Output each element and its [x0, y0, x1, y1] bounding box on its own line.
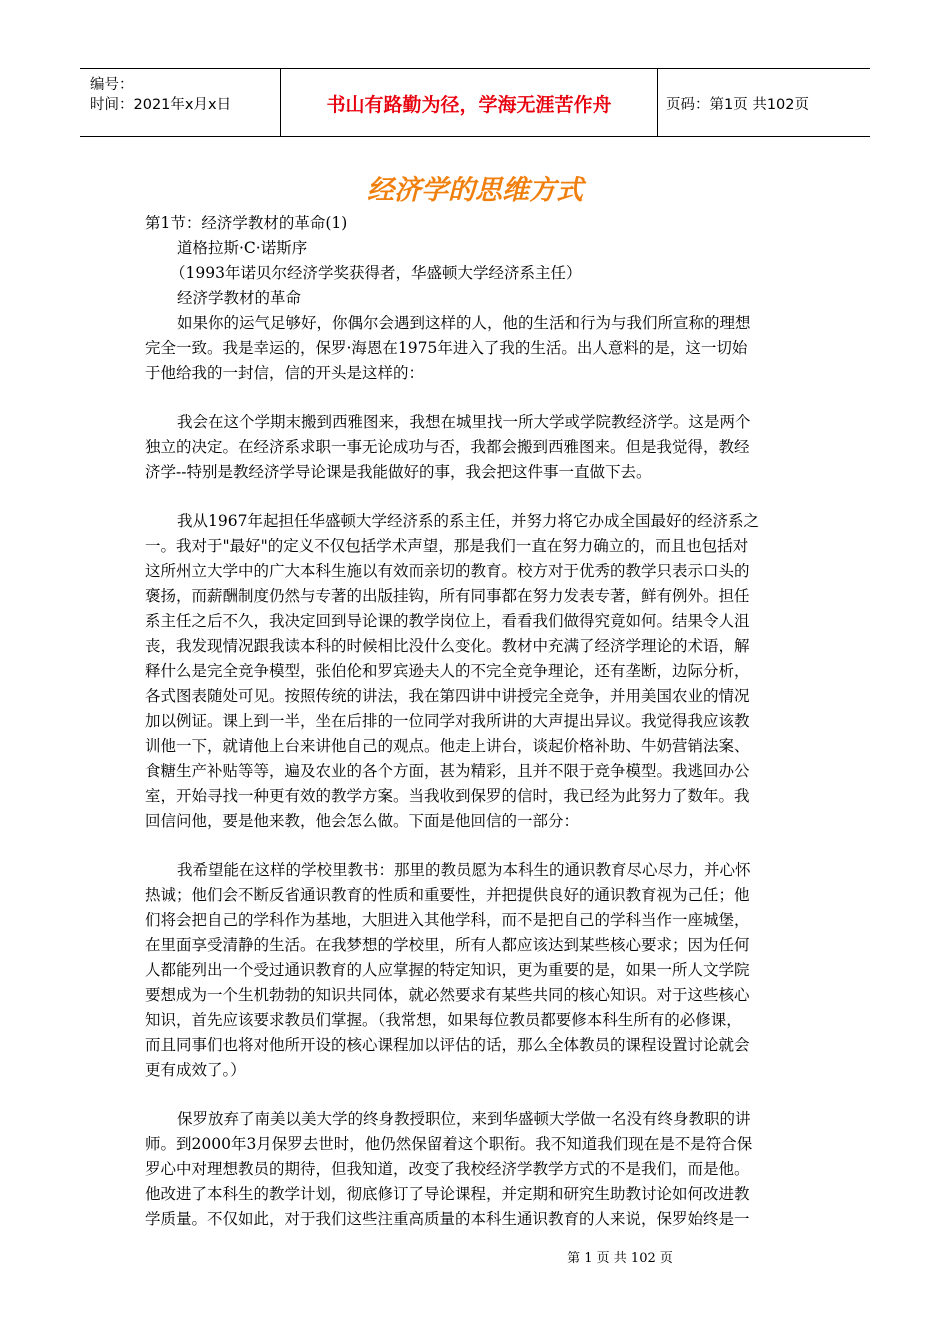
quote-line: 济学--特别是教经济学导论课是我能做好的事，我会把这件事一直做下去。: [145, 463, 652, 481]
paragraph-line: 系主任之后不久，我决定回到导论课的教学岗位上，看看我们做得究竟如何。结果令人沮: [145, 612, 750, 630]
quote-line: 知识，首先应该要求教员们掌握。（我常想，如果每位教员都要修本科生所有的必修课，: [145, 1011, 742, 1029]
section-heading: 第1节：经济学教材的革命(1): [145, 214, 348, 232]
header-bottom-border: [80, 136, 870, 137]
quote-line: 要想成为一个生机勃勃的知识共同体，就必然要求有某些共同的核心知识。对于这些核心: [145, 986, 750, 1004]
paragraph-line: 我从1967年起担任华盛顿大学经济系的系主任，并努力将它办成全国最好的经济系之: [177, 512, 759, 530]
header-page-info: 页码：第1页 共102页: [666, 97, 810, 113]
paragraph-line: 完全一致。我是幸运的，保罗·海恩在1975年进入了我的生活。出人意料的是，这一切始: [145, 339, 748, 357]
paragraph-line: 丧，我发现情况跟我读本科的时候相比没什么变化。教材中充满了经济学理论的术语，解: [145, 637, 750, 655]
header-divider-right: [657, 68, 658, 136]
paragraph-line: 加以例证。课上到一半，坐在后排的一位同学对我所讲的大声提出异议。我觉得我应该教: [145, 712, 750, 730]
quote-line: 我希望能在这样的学校里教书：那里的教员愿为本科生的通识教育尽心尽力，并心怀: [177, 861, 751, 879]
author-credentials: （1993年诺贝尔经济学奖获得者，华盛顿大学经济系主任）: [170, 264, 582, 282]
paragraph-line: 褒扬，而薪酬制度仍然与专著的出版挂钩，所有同事都在努力发表专著，鲜有例外。担任: [145, 587, 750, 605]
header-divider-left: [280, 68, 281, 136]
document-title: 经济学的思维方式: [367, 175, 583, 206]
paragraph-line: 释什么是完全竞争模型，张伯伦和罗宾逊夫人的不完全竞争理论，还有垄断，边际分析，: [145, 662, 750, 680]
paragraph-line: 各式图表随处可见。按照传统的讲法，我在第四讲中讲授完全竞争，并用美国农业的情况: [145, 687, 750, 705]
paragraph-line: 一。我对于"最好"的定义不仅包括学术声望，那是我们一直在努力确立的，而且也包括对: [145, 537, 749, 555]
header-top-border: [80, 68, 870, 69]
paragraph-line: 他改进了本科生的教学计划，彻底修订了导论课程，并定期和研究生助教讨论如何改进教: [145, 1185, 750, 1203]
header-number-label: 编号：: [90, 77, 134, 93]
paragraph-line: 这所州立大学中的广大本科生施以有效而亲切的教育。校方对于优秀的教学只表示口头的: [145, 562, 750, 580]
paragraph-line: 罗心中对理想教员的期待，但我知道，改变了我校经济学教学方式的不是我们，而是他。: [145, 1160, 750, 1178]
paragraph-line: 回信问他，要是他来教，他会怎么做。下面是他回信的一部分：: [145, 812, 580, 830]
quote-line: 在里面享受清静的生活。在我梦想的学校里，所有人都应该达到某些核心要求；因为任何: [145, 936, 750, 954]
header-date-label: 时间：2021年x月x日: [90, 97, 232, 113]
paragraph-line: 室，开始寻找一种更有效的教学方案。当我收到保罗的信时，我已经为此努力了数年。我: [145, 787, 750, 805]
quote-line: 我会在这个学期末搬到西雅图来，我想在城里找一所大学或学院教经济学。这是两个: [177, 413, 751, 431]
paragraph-line: 保罗放弃了南美以美大学的终身教授职位，来到华盛顿大学做一名没有终身教职的讲: [177, 1110, 751, 1128]
paragraph-line: 师。到2000年3月保罗去世时，他仍然保留着这个职衔。我不知道我们现在是不是符合保: [145, 1135, 753, 1153]
paragraph-line: 食糖生产补贴等等，遍及农业的各个方面，甚为精彩，且并不限于竞争模型。我逃回办公: [145, 762, 750, 780]
page-footer: 第 1 页 共 102 页: [567, 1251, 673, 1266]
preface-author: 道格拉斯·C·诺斯序: [177, 239, 308, 257]
subsection-title: 经济学教材的革命: [177, 289, 302, 307]
quote-line: 更有成效了。）: [145, 1061, 246, 1079]
header-motto: 书山有路勤为径，学海无涯苦作舟: [326, 94, 612, 116]
paragraph-line: 如果你的运气足够好，你偶尔会遇到这样的人，他的生活和行为与我们所宣称的理想: [177, 314, 751, 332]
quote-line: 热诚；他们会不断反省通识教育的性质和重要性，并把提供良好的通识教育视为己任；他: [145, 886, 750, 904]
quote-line: 独立的决定。在经济系求职一事无论成功与否，我都会搬到西雅图来。但是我觉得，教经: [145, 438, 750, 456]
quote-line: 而且同事们也将对他所开设的核心课程加以评估的话，那么全体教员的课程设置讨论就会: [145, 1036, 750, 1054]
paragraph-line: 训他一下，就请他上台来讲他自己的观点。他走上讲台，谈起价格补助、牛奶营销法案、: [145, 737, 750, 755]
paragraph-line: 于他给我的一封信，信的开头是这样的：: [145, 364, 425, 382]
quote-line: 人都能列出一个受过通识教育的人应掌握的特定知识，更为重要的是，如果一所人文学院: [145, 961, 750, 979]
quote-line: 们将会把自己的学科作为基地，大胆进入其他学科，而不是把自己的学科当作一座城堡，: [145, 911, 750, 929]
paragraph-line: 学质量。不仅如此，对于我们这些注重高质量的本科生通识教育的人来说，保罗始终是一: [145, 1210, 750, 1228]
